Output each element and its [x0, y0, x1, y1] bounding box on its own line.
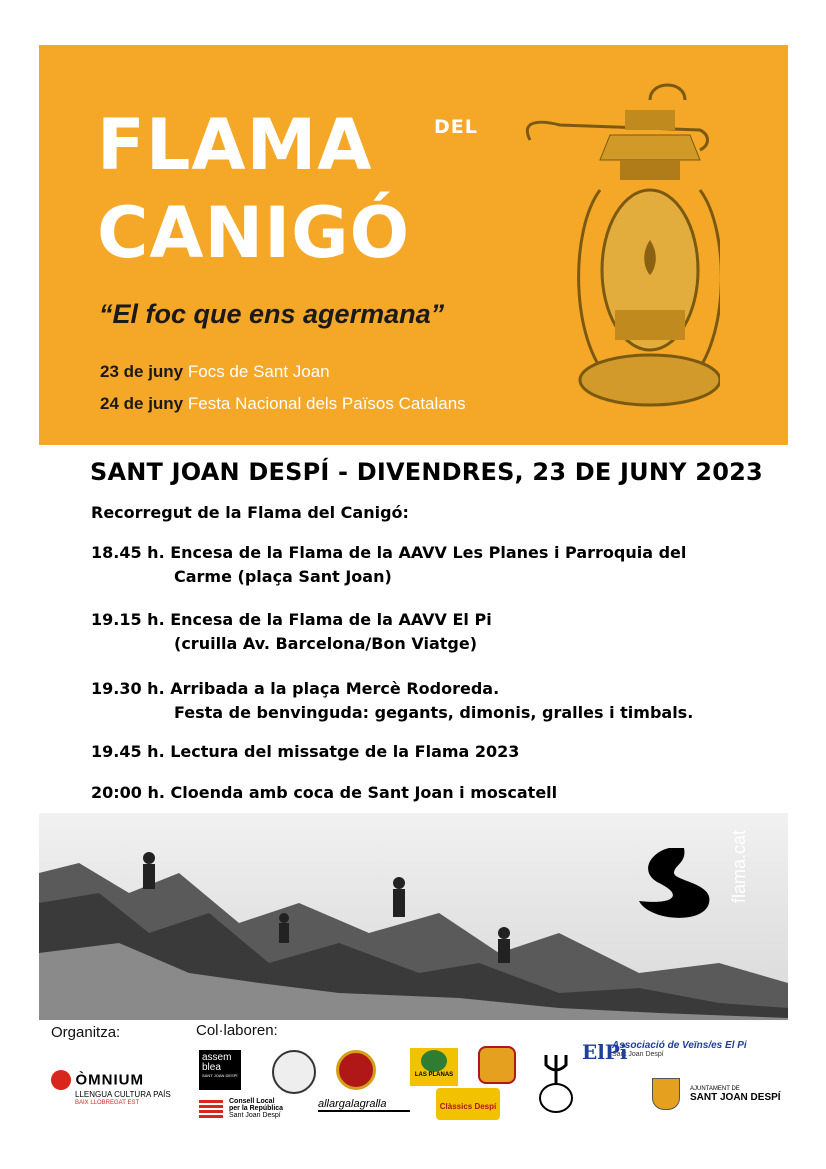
schedule-item [91, 677, 693, 725]
schedule-item [91, 781, 557, 805]
flama-logo [629, 843, 719, 933]
collaboren-label: Col·laboren: [196, 1022, 278, 1039]
consell-line1: Consell Local [229, 1098, 275, 1105]
las-planas-label: LAS PLANAS [414, 1072, 454, 1078]
lantern-illustration [500, 80, 720, 420]
flama-url: flama.cat [729, 829, 749, 903]
mountain-photo [39, 813, 788, 1023]
omnium-icon [51, 1070, 71, 1090]
elpi-city: Sant Joan Despí [612, 1051, 664, 1058]
route-title: Recorregut de la Flama del Canigó: [91, 503, 409, 522]
date-day-2: 24 de juny [100, 394, 184, 413]
date-day-1: 23 de juny [100, 362, 184, 381]
organitza-label: Organitza: [51, 1024, 121, 1041]
omnium-logo [51, 1070, 171, 1108]
elpi-name: Associació de Veïns/es El Pi [612, 1040, 747, 1051]
ajuntament-line2: SANT JOAN DESPÍ [690, 1092, 781, 1103]
schedule-line: 18.45 h. Encesa de la Flama de la AAVV Les Planes i Parroquia del [91, 543, 687, 562]
schedule-item [91, 740, 519, 764]
omnium-line2: BAIX LLOBREGAT EST [75, 1100, 140, 1106]
title-canigo: CANIGÓ [97, 192, 411, 274]
schedule-line-cont: (cruilla Av. Barcelona/Bon Viatge) [174, 634, 478, 653]
schedule-line: 19.30 h. Arribada a la plaça Mercè Rodoreda. [91, 679, 500, 698]
senyera-icon [199, 1100, 223, 1118]
devils-logo [532, 1050, 580, 1120]
colla-badge [336, 1050, 376, 1090]
classics-despi-logo [436, 1088, 500, 1120]
assemblea-line1: assem [202, 1052, 232, 1063]
ajuntament-logo [652, 1078, 782, 1103]
schedule-item [91, 608, 492, 656]
schedule-item [91, 541, 686, 589]
slogan: “El foc que ens agermana” [99, 299, 445, 329]
title-flama: FLAMA [97, 104, 373, 186]
ajuntament-line1: AJUNTAMENT DE [690, 1086, 740, 1092]
consell-local-logo [199, 1098, 309, 1119]
event-heading: SANT JOAN DESPÍ - DIVENDRES, 23 DE JUNY 2023 [90, 458, 763, 486]
las-planas-logo [410, 1048, 458, 1086]
ajuntament-shield-icon [652, 1078, 680, 1110]
tree-icon [421, 1050, 447, 1072]
date-event-2: Festa Nacional dels Països Catalans [187, 394, 466, 413]
consell-line2: per la República [229, 1105, 284, 1112]
elpi-logo [582, 1040, 762, 1064]
allargalagralla-logo: allargalagralla [318, 1098, 410, 1112]
date-event-1: Focs de Sant Joan [187, 362, 330, 381]
omnium-name: ÒMNIUM [75, 1071, 144, 1089]
assemblea-line2: blea [202, 1062, 221, 1073]
date-line-2 [100, 394, 466, 414]
emblem-badge [478, 1046, 516, 1084]
date-line-1 [100, 362, 330, 382]
teatre-badge [272, 1050, 316, 1094]
consell-line3: Sant Joan Despí [229, 1112, 281, 1119]
schedule-line: 19.15 h. Encesa de la Flama de la AAVV El Pi [91, 610, 492, 629]
assemblea-logo [199, 1050, 241, 1090]
schedule-line-cont: Festa de benvinguda: gegants, dimonis, gralles i timbals. [174, 703, 694, 722]
assemblea-line3: SANT JOAN DESPÍ [202, 1073, 238, 1078]
classics-label: Clàssics Despí [439, 1102, 497, 1111]
schedule-line-cont: Carme (plaça Sant Joan) [174, 567, 392, 586]
title-del: DEL [434, 116, 478, 138]
schedule-line: 20:00 h. Cloenda amb coca de Sant Joan i moscatell [91, 783, 558, 802]
schedule-line: 19.45 h. Lectura del missatge de la Flama 2023 [91, 742, 520, 761]
elpi-mark: ElPi [582, 1040, 628, 1064]
omnium-line1: LLENGUA CULTURA PAÍS [75, 1090, 171, 1099]
